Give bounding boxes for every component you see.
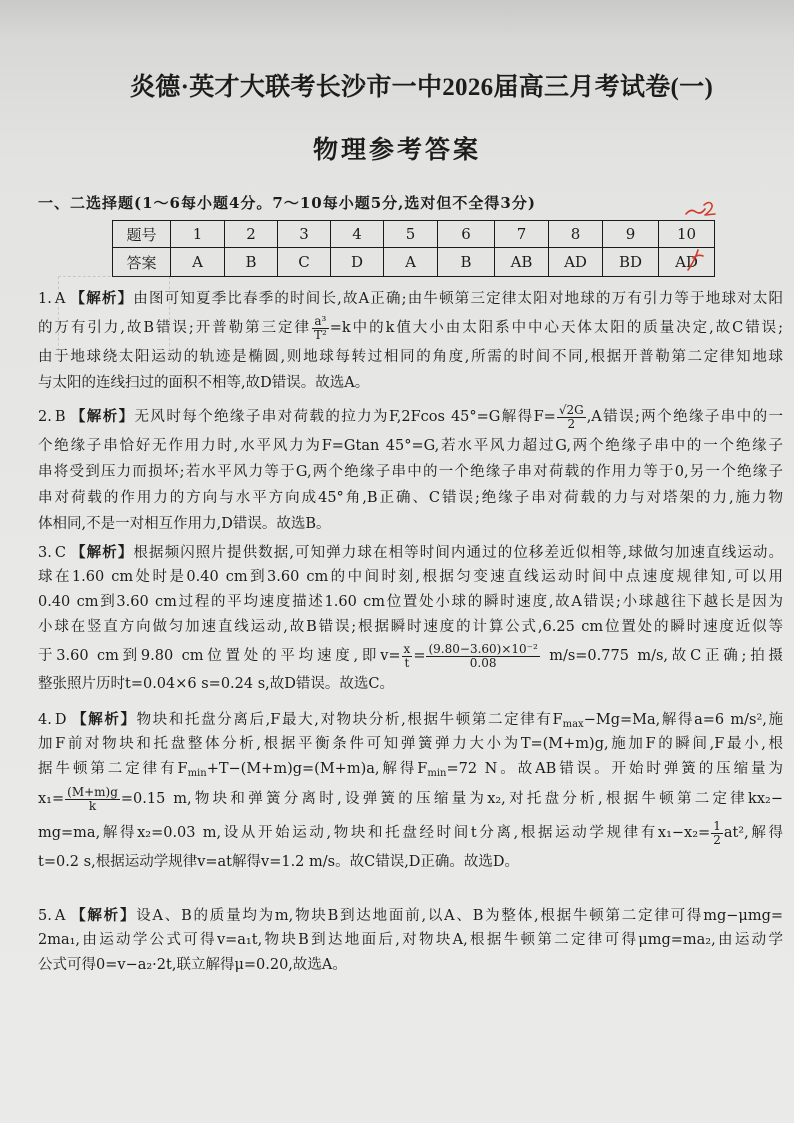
text-segment: at²,解得 xyxy=(723,825,783,841)
analysis-tag: 【解析】 xyxy=(69,907,137,924)
answer-line xyxy=(38,590,783,615)
answer-line xyxy=(38,640,783,672)
fraction-numerator: (M+m)g xyxy=(67,784,118,799)
text-segment: =0.15 m,物块和弹簧分离时,设弹簧的压缩量为x₂,对托盘分析,根据牛顿第二定律kx₂− xyxy=(120,791,783,807)
text-segment: mg=ma,解得x₂=0.03 m,设从开始运动,物块和托盘经时间t分离,根据运动学规律有x₁−x₂= xyxy=(38,825,711,841)
answer-cell: AD xyxy=(659,248,715,277)
fraction xyxy=(402,643,413,670)
answer-cell: B xyxy=(438,248,495,277)
fraction-denominator: T² xyxy=(313,327,327,342)
table-row-answers xyxy=(113,248,715,277)
subscript: min xyxy=(187,768,207,779)
text-segment: x₁= xyxy=(38,791,65,807)
answer-line xyxy=(38,757,783,782)
answer-cell: A xyxy=(171,248,225,277)
fraction xyxy=(65,786,120,813)
text-segment: 串对荷载的作用力的方向与水平方向成45°角,B正确、C错误;绝缘子串对荷载的力与对塔架的力,施力物 xyxy=(38,490,783,506)
text-segment: 由图可知夏季比春季的时间长,故A正确;由牛顿第三定律太阳对地球的万有引力等于地球对太阳 xyxy=(133,291,784,307)
text-segment: 公式可得0=v−a₂·2t,联立解得μ=0.20,故选A。 xyxy=(38,957,347,973)
answer-cell: A xyxy=(384,248,438,277)
text-segment: 个绝缘子串恰好无作用力时,水平风力为F=Gtan 45°=G,若水平风力超过G,两个绝缘子串中的一个绝缘子 xyxy=(38,438,783,454)
answer-line xyxy=(38,370,783,396)
text-segment: +T−(M+m)g=(M+m)a,解得F xyxy=(206,761,428,777)
answer-line xyxy=(38,344,783,370)
question-number-cell: 2 xyxy=(225,221,278,248)
text-segment: −Mg=Ma,解得a=6 m/s²,施 xyxy=(583,712,784,728)
answer-choice: B xyxy=(54,409,66,425)
fraction-numerator: √2G xyxy=(558,402,584,417)
section-heading: 一、二选择题(1～6每小题4分。7～10每小题5分,选对但不全得3分) xyxy=(38,194,536,212)
text-segment: ,A错误;两个绝缘子串中的一 xyxy=(586,409,784,425)
answer-line xyxy=(38,615,783,640)
text-segment: 的万有引力,故B错误;开普勒第三定律 xyxy=(38,320,311,336)
answer-cell: D xyxy=(331,248,384,277)
text-segment: 体相同,不是一对相互作用力,D错误。故选B。 xyxy=(38,516,331,532)
answer-line xyxy=(38,953,783,978)
analysis-tag: 【解析】 xyxy=(70,711,137,728)
answer-3 xyxy=(38,540,783,697)
fraction-denominator: 2 xyxy=(557,417,586,431)
answer-number: 5. xyxy=(38,908,52,924)
page-title: 炎德·英才大联考长沙市一中2026届高三月考试卷(一) xyxy=(130,74,714,101)
fraction xyxy=(557,404,586,431)
fraction-denominator: t xyxy=(402,656,413,670)
answer-line xyxy=(38,511,783,537)
text-segment: 整张照片历时t=0.04×6 s=0.24 s,故D错误。故选C。 xyxy=(38,676,394,692)
answer-line xyxy=(38,928,783,953)
answer-cell: BD xyxy=(603,248,659,277)
analysis-tag: 【解析】 xyxy=(69,544,134,561)
answer-number: 4. xyxy=(38,712,52,728)
answer-line xyxy=(38,286,783,312)
answer-line xyxy=(38,485,783,511)
answer-line xyxy=(38,672,783,697)
text-segment: 设A、B的质量均为m,物块B到达地面前,以A、B为整体,根据牛顿第二定律可得mg−μmg= xyxy=(136,908,783,924)
answer-line xyxy=(38,312,783,344)
question-number-cell: 6 xyxy=(438,221,495,248)
answer-1 xyxy=(38,286,783,396)
text-segment: 串将受到压力而损坏;若水平风力等于G,两个绝缘子串中的一个绝缘子串对荷载的作用力等于0,另一个绝缘子 xyxy=(38,464,783,480)
text-segment: =k中的k值大小由太阳系中中心天体太阳的质量决定,故C错误; xyxy=(329,320,783,336)
analysis-tag: 【解析】 xyxy=(69,290,134,307)
text-segment: 2ma₁,由运动学公式可得v=a₁t,物块B到达地面后,对物块A,根据牛顿第二定律可得μmg=ma₂,由运动学 xyxy=(38,932,783,948)
answer-choice: A xyxy=(54,291,66,307)
answer-table xyxy=(112,220,715,277)
table-row-question-numbers xyxy=(113,221,715,248)
text-segment: 无风时每个绝缘子串对荷载的拉力为F,2Fcos 45°=G解得F= xyxy=(134,409,556,425)
question-number-cell: 5 xyxy=(384,221,438,248)
row-label-answer: 答案 xyxy=(113,248,171,277)
fraction-denominator: k xyxy=(65,799,120,813)
text-segment: 于3.60 cm到9.80 cm位置处的平均速度,即v= xyxy=(38,648,401,664)
fraction-denominator: 0.08 xyxy=(426,656,539,670)
row-label-question-number: 题号 xyxy=(113,221,171,248)
answer-line xyxy=(38,459,783,485)
question-number-cell: 3 xyxy=(278,221,331,248)
text-segment: 小球在竖直方向做匀加速直线运动,故B错误;根据瞬时速度的计算公式,6.25 cm位置处的瞬时速度近似等 xyxy=(38,619,783,635)
answer-cell: B xyxy=(225,248,278,277)
answer-line xyxy=(38,816,783,850)
answer-number: 1. xyxy=(38,291,52,307)
answer-line xyxy=(38,401,783,433)
answer-2 xyxy=(38,401,783,537)
text-segment: 加F前对物块和托盘整体分析,根据平衡条件可知弹簧弹力大小为T=(M+m)g,施加F的瞬间,F最小,根 xyxy=(38,736,783,752)
fraction xyxy=(711,820,723,847)
question-number-cell: 9 xyxy=(603,221,659,248)
answer-number: 3. xyxy=(38,545,52,561)
question-number-cell: 1 xyxy=(171,221,225,248)
answer-4 xyxy=(38,707,783,875)
question-number-cell: 10 xyxy=(659,221,715,248)
fraction-denominator: 2 xyxy=(713,832,721,847)
answer-line xyxy=(38,850,783,875)
text-segment: 0.40 cm到3.60 cm过程的平均速度描述1.60 cm位置处小球的瞬时速度,故A错误;小球越往下越长是因为 xyxy=(38,594,783,610)
answer-choice: C xyxy=(54,545,66,561)
text-segment: = xyxy=(413,648,426,664)
red-pen-mark-icon xyxy=(680,196,720,276)
fraction-numerator: x xyxy=(403,641,411,656)
fraction xyxy=(426,643,539,670)
text-segment: m/s=0.775 m/s,故C正确;拍摄 xyxy=(540,648,783,664)
answer-line xyxy=(38,540,783,565)
fraction-numerator: (9.80−3.60)×10⁻² xyxy=(428,641,538,656)
answer-line xyxy=(38,707,783,732)
text-segment: 根据频闪照片提供数据,可知弹力球在相等时间内通过的位移差近似相等,球做匀加速直线运动。 xyxy=(133,545,784,561)
answer-line xyxy=(38,782,783,816)
text-segment: 由于地球绕太阳运动的轨迹是椭圆,则地球每转过相同的角度,所需的时间不同,根据开普勒第二定律知地球 xyxy=(38,349,783,365)
subscript: min xyxy=(427,768,447,779)
answer-choice: A xyxy=(54,908,66,924)
text-segment: =72 N。故AB错误。开始时弹簧的压缩量为 xyxy=(446,761,783,777)
answer-5 xyxy=(38,903,783,978)
answer-number: 2. xyxy=(38,409,52,425)
analysis-tag: 【解析】 xyxy=(69,408,135,425)
fraction-numerator: a³ xyxy=(314,313,327,328)
answer-line xyxy=(38,565,783,590)
text-segment: 据牛顿第二定律有F xyxy=(38,761,188,777)
answer-cell: AD xyxy=(549,248,603,277)
text-segment: 球在1.60 cm处时是0.40 cm到3.60 cm的中间时刻,根据匀变速直线运动时间中点速度规律知,可以用 xyxy=(38,569,783,585)
question-number-cell: 8 xyxy=(549,221,603,248)
answer-line xyxy=(38,732,783,757)
text-segment: t=0.2 s,根据运动学规律v=at解得v=1.2 m/s。故C错误,D正确。故选D。 xyxy=(38,854,520,870)
answer-cell: C xyxy=(278,248,331,277)
fraction xyxy=(312,315,329,342)
answer-cell: AB xyxy=(495,248,549,277)
page-subtitle: 物理参考答案 xyxy=(312,135,481,164)
question-number-cell: 7 xyxy=(495,221,549,248)
answer-line xyxy=(38,433,783,459)
answer-choice: D xyxy=(54,712,67,728)
subscript: max xyxy=(562,719,584,730)
question-number-cell: 4 xyxy=(331,221,384,248)
fraction-numerator: 1 xyxy=(713,818,721,833)
text-segment: 与太阳的连线扫过的面积不相等,故D错误。故选A。 xyxy=(38,375,370,391)
answer-line xyxy=(38,903,783,928)
text-segment: 物块和托盘分离后,F最大,对物块分析,根据牛顿第二定律有F xyxy=(136,712,563,728)
